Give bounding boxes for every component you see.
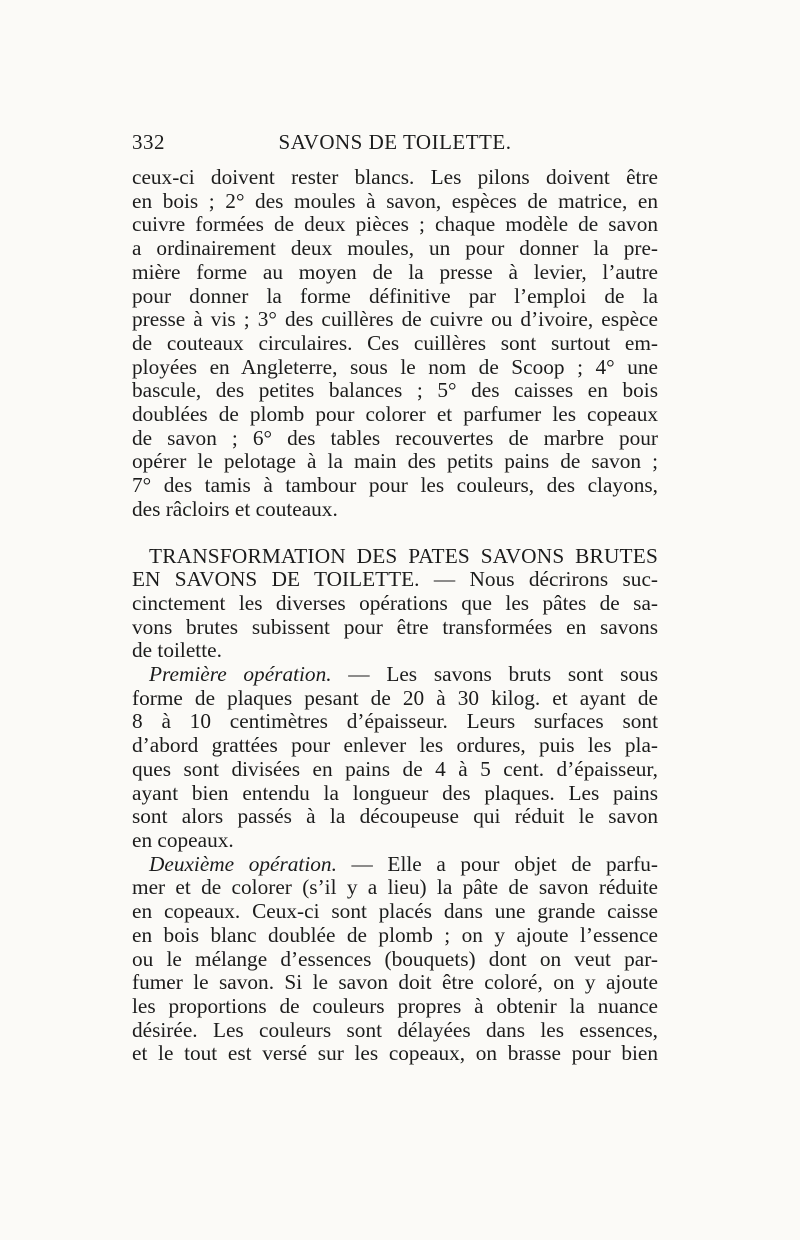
text-line: EN SAVONS DE TOILETTE. — Nous décrirons suc-	[132, 567, 658, 592]
text-line: pour donner la forme définitive par l’emploi de la	[132, 283, 658, 308]
operation-title: Deuxième opération.	[149, 851, 337, 876]
text-line: ques sont divisées en pains de 4 à 5 cent. d’épaisseur,	[132, 756, 658, 781]
text-line: de toilette.	[132, 638, 222, 663]
paragraph-transformation	[132, 545, 658, 664]
operation-title: Première opération.	[149, 662, 332, 687]
text-line: forme de plaques pesant de 20 à 30 kilog. et ayant de	[132, 685, 658, 710]
text-line	[132, 663, 658, 687]
page-number: 332	[132, 130, 165, 154]
text-fragment: — Elle a pour objet de parfu-	[336, 851, 659, 876]
running-title: SAVONS DE TOILETTE.	[278, 130, 512, 154]
section-heading: TRANSFORMATION DES PATES SAVONS BRUTES	[149, 543, 658, 568]
text-line: ayant bien entendu la longueur des plaques. Les pains	[132, 780, 658, 805]
text-line: ceux-ci doivent rester blancs. Les pilons doivent être	[132, 165, 658, 189]
text-line: ou le mélange d’essences (bouquets) dont on veut par-	[132, 946, 658, 971]
text-line: cuivre formées de deux pièces ; chaque modèle de savon	[132, 212, 658, 237]
text-line: en copeaux. Ceux-ci sont placés dans une grande caisse	[132, 899, 658, 924]
text-line: d’abord grattées pour enlever les ordures, puis les pla-	[132, 733, 658, 758]
text-line: désirée. Les couleurs sont délayées dans les essences,	[132, 1017, 658, 1042]
text-line: cinctement les diverses opérations que les pâtes de sa-	[132, 590, 658, 615]
text-line: des râcloirs et couteaux.	[132, 496, 338, 521]
text-line: presse à vis ; 3° des cuillères de cuivre ou d’ivoire, espèce	[132, 307, 658, 332]
text-line: en bois blanc doublée de plomb ; on y ajoute l’essence	[132, 922, 658, 947]
text-line: a ordinairement deux moules, un pour donner la pre-	[132, 236, 658, 261]
paragraph-first-operation	[132, 663, 658, 853]
text-line: en bois ; 2° des moules à savon, espèces de matrice, en	[132, 188, 658, 213]
text-line: fumer le savon. Si le savon doit être coloré, on y ajoute	[132, 970, 658, 995]
paragraph-second-operation	[132, 853, 658, 1066]
text-line: opérer le pelotage à la main des petits pains de savon ;	[132, 449, 658, 474]
text-line	[132, 853, 658, 877]
text-line: 7° des tamis à tambour pour les couleurs, des clayons,	[132, 473, 658, 498]
paragraph-tools-list	[132, 166, 658, 522]
text-line: ployées en Angleterre, sous le nom de Scoop ; 4° une	[132, 354, 658, 379]
text-line: doublées de plomb pour colorer et parfumer les copeaux	[132, 402, 658, 427]
text-line: et le tout est versé sur les copeaux, on brasse pour bien	[132, 1041, 658, 1066]
text-line: de savon ; 6° des tables recouvertes de marbre pour	[132, 425, 658, 450]
text-line: en copeaux.	[132, 827, 234, 852]
text-fragment: — Les savons bruts sont sous	[331, 662, 658, 687]
book-page	[132, 130, 658, 1066]
text-line: bascule, des petites balances ; 5° des caisses en bois	[132, 378, 658, 403]
text-line: mière forme au moyen de la presse à levier, l’autre	[132, 259, 658, 284]
text-line: les proportions de couleurs propres à obtenir la nuance	[132, 993, 658, 1018]
page-header	[132, 130, 658, 166]
text-line: 8 à 10 centimètres d’épaisseur. Leurs surfaces sont	[132, 709, 658, 734]
text-line: vons brutes subissent pour être transformées en savons	[132, 614, 658, 639]
text-line: sont alors passés à la découpeuse qui réduit le savon	[132, 804, 658, 829]
text-line: mer et de colorer (s’il y a lieu) la pâte de savon réduite	[132, 875, 658, 900]
text-line: de couteaux circulaires. Ces cuillères sont surtout em-	[132, 330, 658, 355]
body-text	[132, 166, 658, 1066]
